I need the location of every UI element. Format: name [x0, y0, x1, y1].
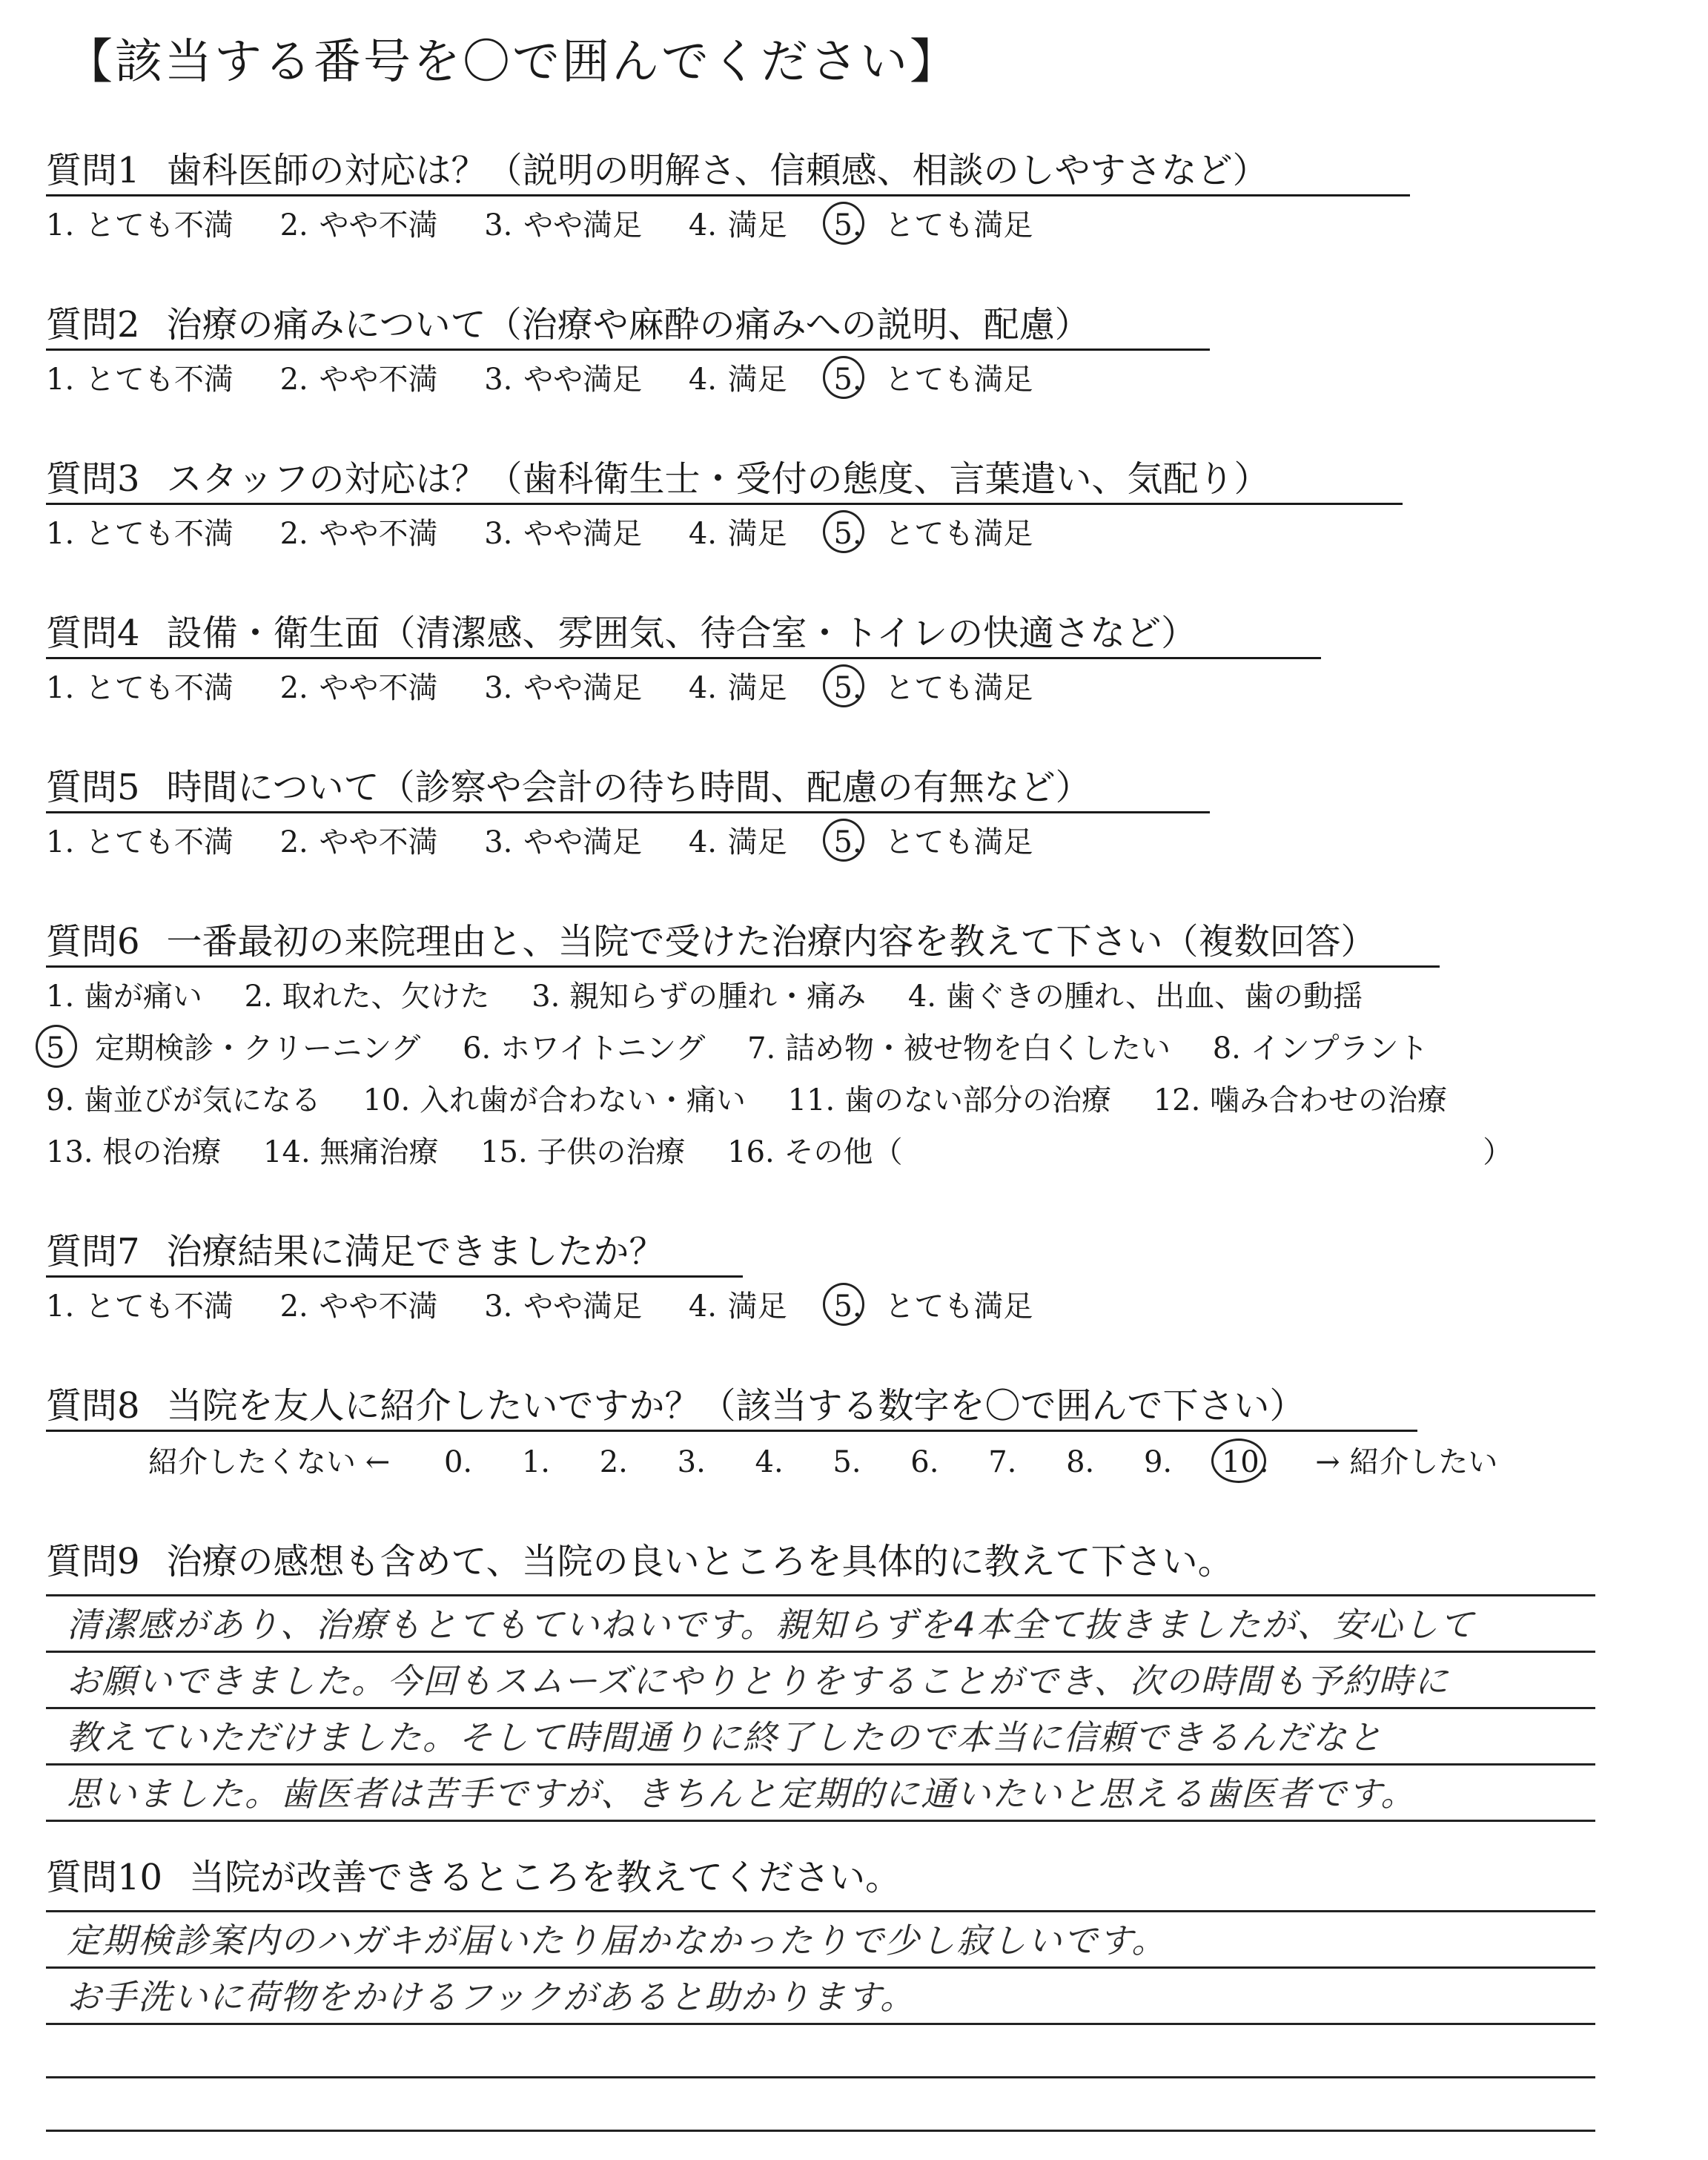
- option-5-label: とても満足: [884, 825, 1033, 859]
- option-5-selected[interactable]: 5.: [833, 1292, 861, 1321]
- option-5-label: とても満足: [884, 1289, 1033, 1324]
- question-6-text: 一番最初の来院理由と、当院で受けた治療内容を教えて下さい（複数回答）: [166, 921, 1377, 962]
- option-2[interactable]: 2. やや不満: [279, 825, 438, 859]
- question-1: [46, 150, 1268, 191]
- answer-line: [46, 1763, 1595, 1766]
- question-1-underline: [46, 194, 1410, 196]
- scale-9[interactable]: 9.: [1143, 1445, 1173, 1479]
- question-8-underline: [46, 1430, 1417, 1432]
- question-8-label: 質問8: [46, 1385, 140, 1427]
- q10-answer-line-2[interactable]: お手洗いに荷物をかけるフックがあると助かります。: [67, 1977, 916, 2017]
- answer-circle: [823, 819, 864, 862]
- question-4-underline: [46, 657, 1321, 659]
- q6-option-5-selected[interactable]: 5: [46, 1034, 64, 1063]
- option-5-label: とても満足: [884, 208, 1033, 242]
- page-title: 【該当する番号を〇で囲んでください】: [65, 35, 959, 90]
- q9-answer-line-2[interactable]: お願いできました。今回もスムーズにやりとりをすることができ、次の時間も予約時に: [67, 1661, 1450, 1701]
- question-2: [46, 304, 1090, 346]
- question-6-row-3: [46, 1083, 1480, 1117]
- option-1[interactable]: 1. とても不満: [46, 208, 234, 242]
- q6-option-3[interactable]: 3. 親知らずの腫れ・痛み: [532, 980, 867, 1014]
- option-1[interactable]: 1. とても不満: [46, 825, 234, 859]
- question-1-text: 歯科医師の対応は？（説明の明解さ、信頼感、相談のしやすさなど）: [166, 150, 1268, 191]
- option-4[interactable]: 4. 満足: [688, 671, 787, 705]
- option-3[interactable]: 3. やや満足: [484, 825, 643, 859]
- question-10: [46, 1857, 901, 1898]
- question-7-underline: [46, 1275, 743, 1278]
- question-9-text: 治療の感想も含めて、当院の良いところを具体的に教えて下さい。: [166, 1541, 1234, 1582]
- q6-option-10[interactable]: 10. 入れ歯が合わない・痛い: [363, 1083, 746, 1117]
- question-3-underline: [46, 503, 1403, 505]
- option-2[interactable]: 2. やや不満: [279, 208, 438, 242]
- q6-option-15[interactable]: 15. 子供の治療: [480, 1135, 686, 1169]
- answer-line: [46, 1966, 1595, 1969]
- question-5-options: [46, 825, 1068, 859]
- q10-answer-line-1[interactable]: 定期検診案内のハガキが届いたり届かなかったりで少し寂しいです。: [67, 1920, 1168, 1961]
- scale-1[interactable]: 1.: [521, 1445, 551, 1479]
- question-6-row-4: [46, 1137, 1545, 1167]
- option-3[interactable]: 3. やや満足: [484, 517, 643, 551]
- option-5-selected[interactable]: 5.: [833, 828, 861, 857]
- option-2[interactable]: 2. やや不満: [279, 1289, 438, 1324]
- q6-option-7[interactable]: 7. 詰め物・被せ物を白くしたい: [747, 1031, 1171, 1066]
- option-4[interactable]: 4. 満足: [688, 363, 787, 397]
- question-2-label: 質問2: [46, 304, 140, 346]
- answer-circle: [823, 1283, 864, 1326]
- answer-circle: [823, 202, 864, 245]
- answer-circle: [1211, 1439, 1266, 1483]
- question-3-label: 質問3: [46, 458, 140, 500]
- question-2-text: 治療の痛みについて（治療や麻酔の痛みへの説明、配慮）: [166, 304, 1090, 346]
- answer-line: [46, 1594, 1595, 1596]
- option-1[interactable]: 1. とても不満: [46, 671, 234, 705]
- answer-line: [46, 2023, 1595, 2025]
- question-6-underline: [46, 965, 1440, 968]
- question-8-text: 当院を友人に紹介したいですか？（該当する数字を〇で囲んで下さい）: [166, 1385, 1305, 1427]
- q6-option-2[interactable]: 2. 取れた、欠けた: [244, 980, 490, 1014]
- option-3[interactable]: 3. やや満足: [484, 363, 643, 397]
- question-9: [46, 1541, 1234, 1582]
- option-5-label: とても満足: [884, 671, 1033, 705]
- answer-line: [46, 2076, 1595, 2078]
- question-8-scale: [148, 1447, 1537, 1477]
- option-3[interactable]: 3. やや満足: [484, 208, 643, 242]
- option-1[interactable]: 1. とても不満: [46, 363, 234, 397]
- question-5-underline: [46, 811, 1210, 813]
- option-3[interactable]: 3. やや満足: [484, 1289, 643, 1324]
- question-7: [46, 1231, 665, 1272]
- question-6: [46, 921, 1377, 962]
- question-2-options: [46, 363, 1068, 397]
- question-7-options: [46, 1289, 1068, 1324]
- question-1-options: [46, 208, 1068, 242]
- q6-option-5-label[interactable]: 定期検診・クリーニング: [95, 1031, 421, 1066]
- answer-circle: [823, 664, 864, 707]
- answer-line: [46, 1707, 1595, 1709]
- q6-option-9[interactable]: 9. 歯並びが気になる: [46, 1083, 321, 1117]
- answer-line: [46, 1910, 1595, 1912]
- question-4-options: [46, 673, 1068, 703]
- question-7-text: 治療結果に満足できましたか？: [166, 1231, 665, 1272]
- q6-option-8[interactable]: 8. インプラント: [1212, 1031, 1429, 1066]
- question-4-label: 質問4: [46, 612, 140, 654]
- option-5-label: とても満足: [884, 517, 1033, 551]
- q6-option-1[interactable]: 1. 歯が痛い: [46, 980, 202, 1014]
- scale-7[interactable]: 7.: [988, 1445, 1017, 1479]
- answer-line: [46, 1820, 1595, 1822]
- question-6-row-2: [46, 1031, 1461, 1066]
- question-8: [46, 1385, 1305, 1427]
- option-1[interactable]: 1. とても不満: [46, 1289, 234, 1324]
- option-2[interactable]: 2. やや不満: [279, 363, 438, 397]
- question-5-text: 時間について（診察や会計の待ち時間、配慮の有無など）: [166, 767, 1091, 808]
- question-10-text: 当院が改善できるところを教えてください。: [189, 1857, 901, 1898]
- q6-option-14[interactable]: 14. 無痛治療: [263, 1135, 439, 1169]
- option-4[interactable]: 4. 満足: [688, 1289, 787, 1324]
- option-4[interactable]: 4. 満足: [688, 517, 787, 551]
- question-1-label: 質問1: [46, 150, 140, 191]
- answer-circle: [823, 356, 864, 399]
- q6-option-6[interactable]: 6. ホワイトニング: [463, 1031, 706, 1066]
- option-5-selected[interactable]: 5.: [833, 519, 861, 549]
- option-2[interactable]: 2. やや不満: [279, 671, 438, 705]
- question-3: [46, 458, 1270, 500]
- q6-option-4[interactable]: 4. 歯ぐきの腫れ、出血、歯の動揺: [907, 980, 1363, 1014]
- q9-answer-line-3[interactable]: 教えていただけました。そして時間通りに終了したので本当に信頼できるんだなと: [67, 1717, 1383, 1757]
- scale-10-selected[interactable]: 10.: [1222, 1447, 1269, 1477]
- question-2-underline: [46, 349, 1210, 351]
- option-5-selected[interactable]: 5.: [833, 673, 861, 703]
- answer-line: [46, 1651, 1595, 1653]
- question-10-label: 質問10: [46, 1857, 163, 1898]
- question-3-options: [46, 519, 1068, 549]
- scale-3[interactable]: 3.: [677, 1445, 706, 1479]
- option-1[interactable]: 1. とても不満: [46, 517, 234, 551]
- option-4[interactable]: 4. 満足: [688, 825, 787, 859]
- scale-right-label: → 紹介したい: [1315, 1445, 1498, 1479]
- q9-answer-line-4[interactable]: 思いました。歯医者は苦手ですが、きちんと定期的に通いたいと思える歯医者です。: [67, 1774, 1417, 1814]
- option-3[interactable]: 3. やや満足: [484, 671, 643, 705]
- question-5-label: 質問5: [46, 767, 140, 808]
- option-5-selected[interactable]: 5.: [833, 211, 861, 240]
- q6-option-16[interactable]: 16. その他（: [727, 1135, 903, 1169]
- answer-circle: [36, 1025, 77, 1068]
- scale-4[interactable]: 4.: [755, 1445, 784, 1479]
- question-6-label: 質問6: [46, 921, 140, 962]
- q6-option-13[interactable]: 13. 根の治療: [46, 1135, 222, 1169]
- q6-option-12[interactable]: 12. 噛み合わせの治療: [1153, 1083, 1448, 1117]
- option-5-label: とても満足: [884, 363, 1033, 397]
- q6-option-11[interactable]: 11. 歯のない部分の治療: [787, 1083, 1111, 1117]
- scale-0[interactable]: 0.: [443, 1445, 473, 1479]
- q9-answer-line-1[interactable]: 清潔感があり、治療もとてもていねいです。親知らずを4本全て抜きましたが、安心して: [67, 1605, 1475, 1645]
- question-4: [46, 612, 1197, 654]
- question-9-label: 質問9: [46, 1541, 140, 1582]
- answer-line: [46, 2130, 1595, 2132]
- scale-2[interactable]: 2.: [599, 1445, 628, 1479]
- question-3-text: スタッフの対応は？（歯科衛生士・受付の態度、言葉遣い、気配り）: [166, 458, 1270, 500]
- scale-5[interactable]: 5.: [833, 1445, 861, 1479]
- scale-8[interactable]: 8.: [1066, 1445, 1095, 1479]
- question-5: [46, 767, 1091, 808]
- scale-left-label: 紹介したくない ←: [148, 1445, 391, 1479]
- question-6-row-1: [46, 980, 1395, 1014]
- question-4-text: 設備・衛生面（清潔感、雰囲気、待合室・トイレの快適さなど）: [166, 612, 1197, 654]
- option-2[interactable]: 2. やや不満: [279, 517, 438, 551]
- question-7-label: 質問7: [46, 1231, 140, 1272]
- scale-6[interactable]: 6.: [910, 1445, 939, 1479]
- option-4[interactable]: 4. 満足: [688, 208, 787, 242]
- q6-option-16-close: ）: [1483, 1135, 1513, 1169]
- answer-circle: [823, 510, 864, 553]
- option-5-selected[interactable]: 5.: [833, 365, 861, 394]
